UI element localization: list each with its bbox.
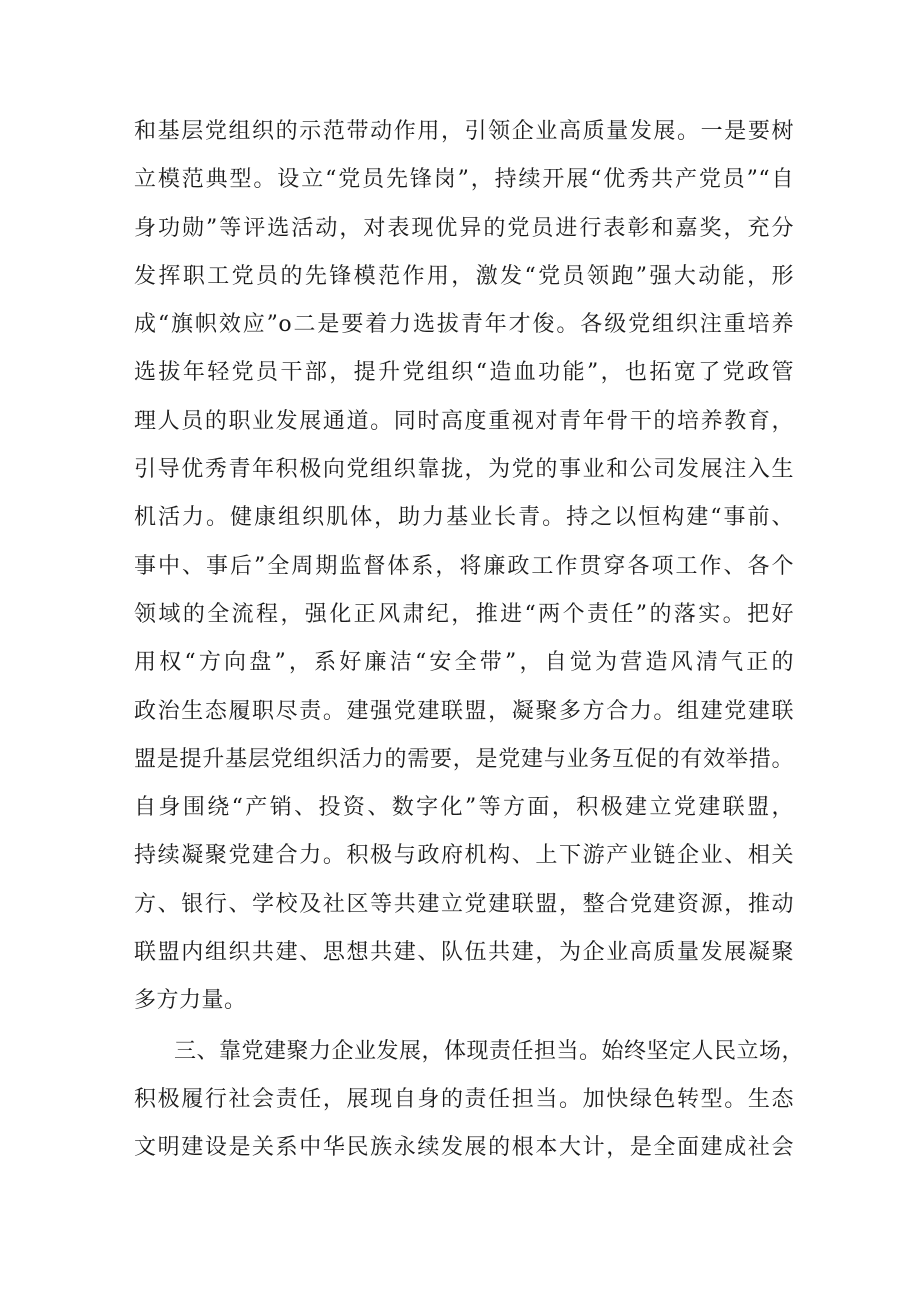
text-line: 领域的全流程，强化正风肃纪，推进“两个责任”的落实。把好 [134,601,794,627]
paragraph-2 [134,1028,805,1173]
text-line: 多方力量。 [134,988,247,1014]
text-line: 方、银行、学校及社区等共建立党建联盟，整合党建资源，推动 [134,891,794,917]
text-line: 持续凝聚党建合力。积极与政府机构、上下游产业链企业、相关 [134,843,794,869]
text-line: 成“旗帜效应”o二是要着力选拔青年才俊。各级党组织注重培养 [134,312,794,338]
text-line: 文明建设是关系中华民族永续发展的根本大计，是全面建成社会 [134,1135,794,1161]
text-line: 联盟内组织共建、思想共建、队伍共建，为企业高质量发展凝聚 [134,940,794,966]
text-line: 和基层党组织的示范带动作用，引领企业高质量发展。一是要树 [134,119,794,144]
text-line: 事中、事后”全周期监督体系，将廉政工作贯穿各项工作、各个 [134,553,794,579]
text-line: 盟是提升基层党组织活力的需要，是党建与业务互促的有效举措。 [134,746,794,772]
document-body [134,108,805,1173]
text-line: 引导优秀青年积极向党组织靠拢，为党的事业和公司发展注入生 [134,457,794,483]
text-line: 积极履行社会责任，展现自身的责任担当。加快绿色转型。生态 [134,1086,794,1112]
text-line: 用权“方向盘”，系好廉洁“安全带”，自觉为营造风清气正的 [134,650,794,676]
text-line: 选拔年轻党员干部，提升党组织“造血功能”，也拓宽了党政管 [134,360,794,386]
text-line: 发挥职工党员的先锋模范作用，激发“党员领跑”强大动能，形 [134,263,794,289]
text-line: 身功勋”等评选活动，对表现优异的党员进行表彰和嘉奖，充分 [134,215,794,241]
text-line: 立模范典型。设立“党员先锋岗”，持续开展“优秀共产党员”“自 [134,167,794,193]
text-line: 三、靠党建聚力企业发展，体现责任担当。始终坚定人民立场， [174,1038,805,1064]
text-line: 机活力。健康组织肌体，助力基业长青。持之以恒构建“事前、 [134,505,794,531]
text-line: 政治生态履职尽责。建强党建联盟，凝聚多方合力。组建党建联 [134,698,794,724]
text-line: 理人员的职业发展通道。同时高度重视对青年骨干的培养教育， [134,408,794,434]
paragraph-1 [134,108,794,1026]
text-line: 自身围绕“产销、投资、数字化”等方面，积极建立党建联盟， [134,795,794,821]
